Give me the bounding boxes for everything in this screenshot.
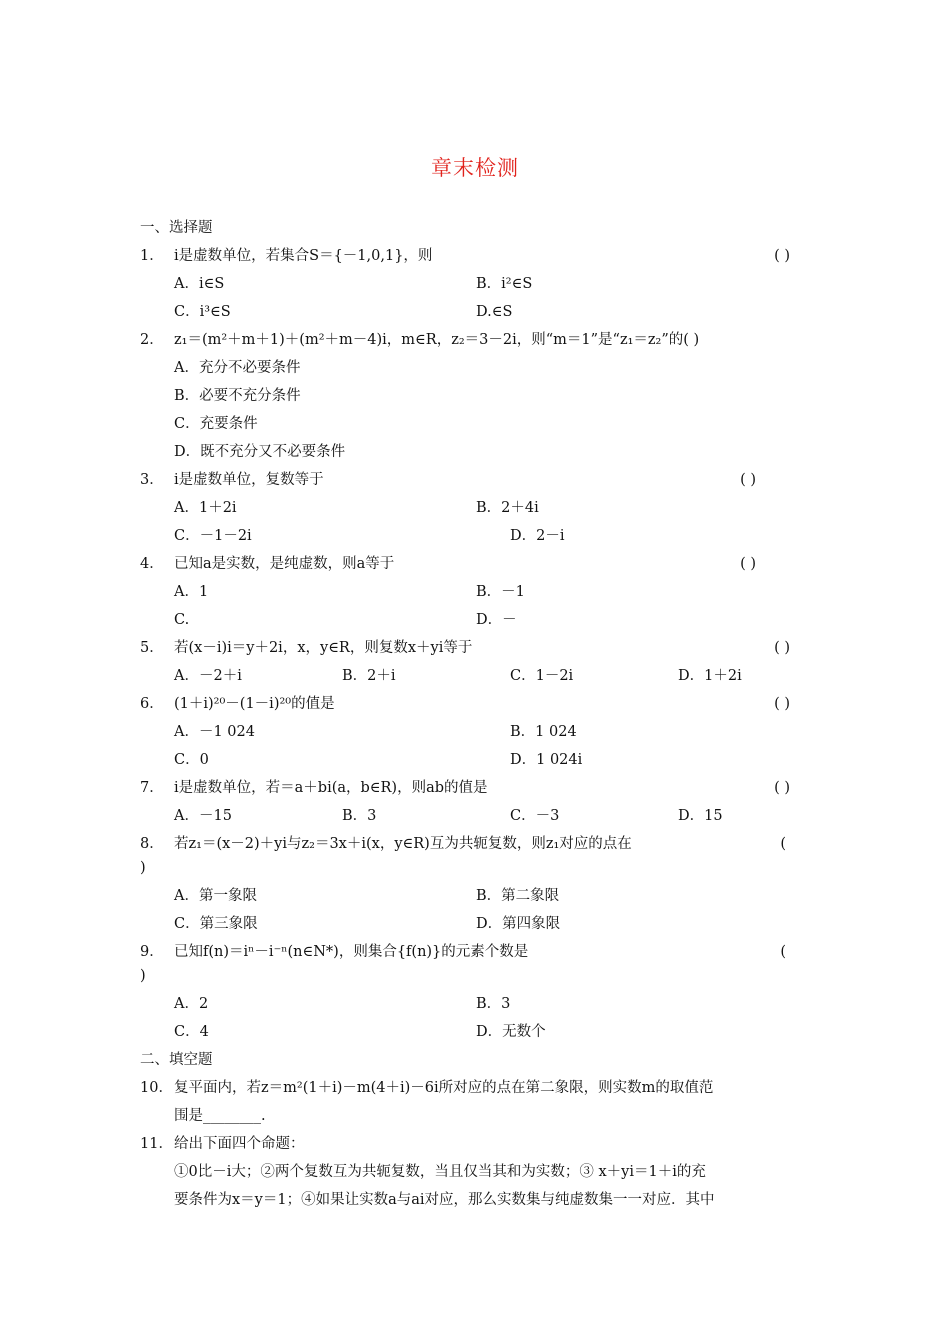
answer-parentheses: ( ) xyxy=(774,780,790,796)
question-text: z₁＝(m²＋m＋1)＋(m²＋m－4)i，m∈R，z₂＝3－2i，则“m＝1”是“z₁＝z₂”的( ) xyxy=(174,332,700,348)
question-text: (1＋i)²⁰－(1－i)²⁰的值是 xyxy=(174,696,335,712)
question-text: 已知a是实数，是纯虚数，则a等于 xyxy=(174,556,395,572)
answer-parentheses: ( ) xyxy=(774,640,790,656)
question-text-continued: 围是________. xyxy=(174,1108,266,1124)
options-row xyxy=(140,662,800,690)
option-c: C．－3 xyxy=(510,808,560,824)
option-d: D．15 xyxy=(678,808,723,824)
question-number: 6． xyxy=(140,696,164,712)
option-c: C. xyxy=(174,612,190,628)
question-text: 给出下面四个命题： xyxy=(174,1136,305,1152)
options-row xyxy=(140,1018,800,1046)
option-a: A．－2＋i xyxy=(174,668,242,684)
question-text: 复平面内，若z＝m²(1＋i)－m(4＋i)－6i所对应的点在第二象限，则实数m的取值范 xyxy=(174,1080,714,1096)
option-d: D．1＋2i xyxy=(678,668,742,684)
question-number: 10． xyxy=(140,1080,173,1096)
question-1 xyxy=(140,242,800,270)
question-text: i是虚数单位，若＝a＋bi(a，b∈R)，则ab的值是 xyxy=(174,780,488,796)
question-text: 若(x－i)i＝y＋2i，x，y∈R，则复数x＋yi等于 xyxy=(174,640,473,656)
document-body xyxy=(140,214,800,1214)
section-heading: 二、填空题 xyxy=(140,1052,213,1068)
options-row xyxy=(140,718,800,746)
question-text: i是虚数单位，若集合S＝{－1,0,1}，则 xyxy=(174,248,433,264)
answer-parentheses: ( ) xyxy=(740,556,756,572)
options-row xyxy=(140,494,800,522)
proposition-text: ①0比－i大；②两个复数互为共轭复数，当且仅当其和为实数；③ x＋yi＝1＋i的充 xyxy=(174,1164,706,1180)
answer-paren-close: ) xyxy=(140,968,146,984)
answer-parentheses: ( ) xyxy=(774,248,790,264)
option-a: A．1 xyxy=(174,584,209,600)
option-b: B．1 024 xyxy=(510,724,577,740)
page-title: 章末检测 xyxy=(431,156,519,180)
answer-paren-open: ( xyxy=(780,836,786,852)
question-text: i是虚数单位，复数等于 xyxy=(174,472,324,488)
question-number: 7． xyxy=(140,780,164,796)
question-7 xyxy=(140,774,800,802)
question-number: 5． xyxy=(140,640,164,656)
option-d: D．2－i xyxy=(510,528,565,544)
question-number: 11． xyxy=(140,1136,173,1152)
options-row xyxy=(140,990,800,1018)
question-text: 已知f(n)＝iⁿ－i⁻ⁿ(n∈N*)，则集合{f(n)}的元素个数是 xyxy=(174,944,529,960)
option-a: A．－15 xyxy=(174,808,232,824)
question-8 xyxy=(140,830,800,858)
option-a: A．2 xyxy=(174,996,209,1012)
options-row xyxy=(140,522,800,550)
option-c: C．－1－2i xyxy=(174,528,252,544)
option-a: A．充分不必要条件 xyxy=(174,360,301,376)
option-b: B．－1 xyxy=(476,584,525,600)
option-a: A．i∈S xyxy=(174,276,225,292)
question-text: 若z₁＝(x－2)＋yi与z₂＝3x＋i(x，y∈R)互为共轭复数，则z₁对应的点在 xyxy=(174,836,632,852)
option-b: B．2＋i xyxy=(342,668,396,684)
question-number: 9． xyxy=(140,944,164,960)
question-number: 2． xyxy=(140,332,164,348)
option-d: D．1 024i xyxy=(510,752,583,768)
option-c: C．0 xyxy=(174,752,209,768)
option-c: C．第三象限 xyxy=(174,916,258,932)
question-3 xyxy=(140,466,800,494)
question-4 xyxy=(140,550,800,578)
option-a: A．第一象限 xyxy=(174,888,257,904)
question-number: 8． xyxy=(140,836,164,852)
options-row xyxy=(140,746,800,774)
option-d: D.∈S xyxy=(476,304,513,320)
question-6 xyxy=(140,690,800,718)
option-c: C．i³∈S xyxy=(174,304,231,320)
options-row xyxy=(140,910,800,938)
question-number: 1． xyxy=(140,248,164,264)
question-9 xyxy=(140,938,800,966)
answer-paren-close: ) xyxy=(140,860,146,876)
option-c: C．4 xyxy=(174,1024,209,1040)
option-b: B．i²∈S xyxy=(476,276,533,292)
options-row xyxy=(140,882,800,910)
options-row xyxy=(140,270,800,298)
option-b: B．第二象限 xyxy=(476,888,560,904)
option-b: B．3 xyxy=(342,808,377,824)
option-a: A．－1 024 xyxy=(174,724,255,740)
options-row xyxy=(140,606,800,634)
answer-paren-open: ( xyxy=(780,944,786,960)
option-d: D．既不充分又不必要条件 xyxy=(174,444,346,460)
question-10 xyxy=(140,1074,800,1102)
option-a: A．1＋2i xyxy=(174,500,237,516)
options-row xyxy=(140,298,800,326)
option-d: D．无数个 xyxy=(476,1024,546,1040)
options-row xyxy=(140,578,800,606)
option-d: D．第四象限 xyxy=(476,916,561,932)
question-11 xyxy=(140,1130,800,1158)
question-number: 3． xyxy=(140,472,164,488)
option-b: B．3 xyxy=(476,996,511,1012)
option-d: D．－ xyxy=(476,612,517,628)
option-b: B．必要不充分条件 xyxy=(174,388,301,404)
option-b: B．2＋4i xyxy=(476,500,539,516)
option-c: C．充要条件 xyxy=(174,416,258,432)
question-2 xyxy=(140,326,800,354)
section-heading: 一、选择题 xyxy=(140,220,213,236)
question-5 xyxy=(140,634,800,662)
answer-parentheses: ( ) xyxy=(740,472,756,488)
question-number: 4． xyxy=(140,556,164,572)
answer-parentheses: ( ) xyxy=(774,696,790,712)
proposition-text-continued: 要条件为x＝y＝1；④如果让实数a与ai对应，那么实数集与纯虚数集一一对应．其中 xyxy=(174,1192,715,1208)
option-c: C．1－2i xyxy=(510,668,574,684)
options-row xyxy=(140,802,800,830)
